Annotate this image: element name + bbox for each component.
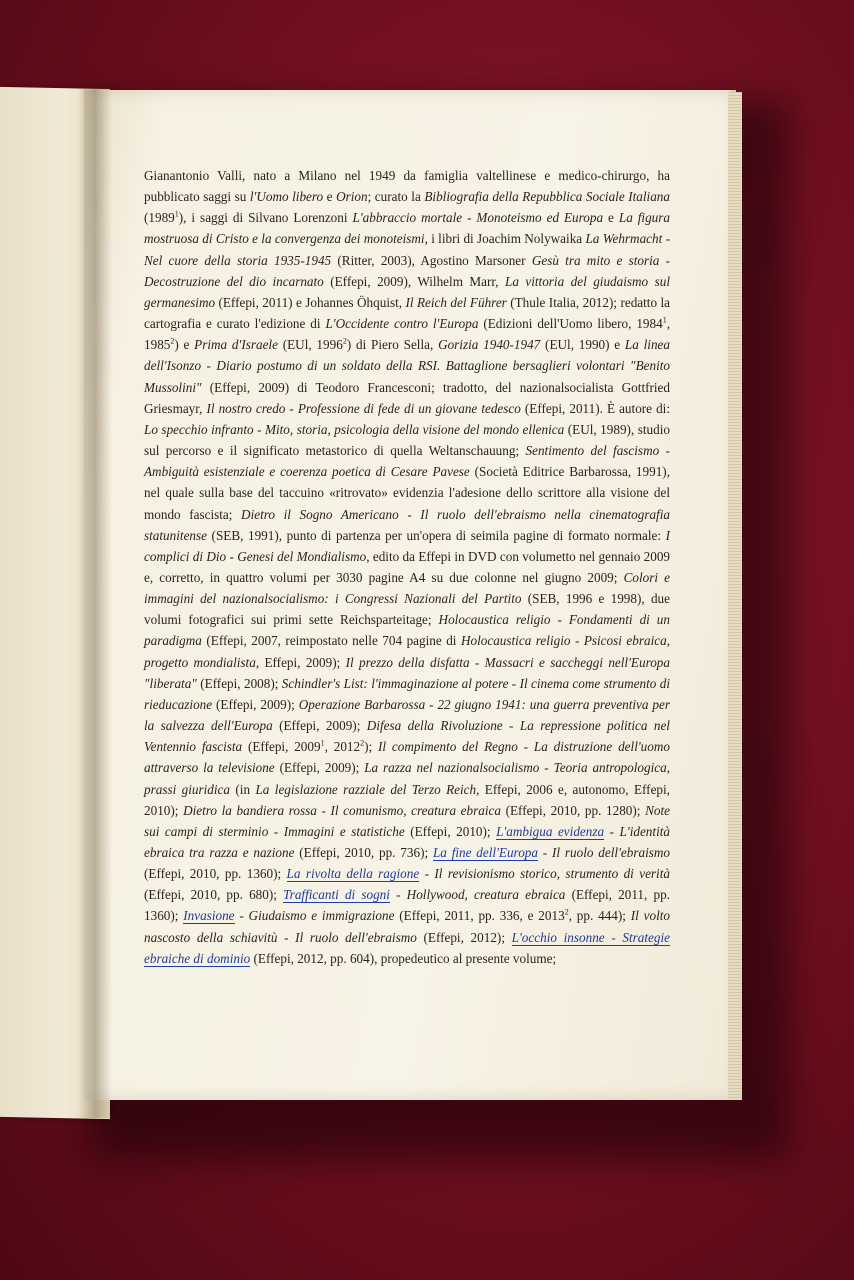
page-edge xyxy=(728,92,742,1100)
pen-underline-invasione: Invasione xyxy=(183,908,235,924)
pen-underline-rivolta: La rivolta della ragione xyxy=(286,866,420,882)
pen-underline-fine: La fine dell'Europa xyxy=(432,845,538,860)
biography-paragraph: Gianantonio Valli, nato a Milano nel 1949 da famiglia valtellinese e medico-chirurgo, ha pubblicato saggi su l'Uomo libero e Orion; curato la Bibliografia della Repubblica Sociale Italiana (1989$^1$), i saggi di Silvano Lorenzoni L'abbraccio mortale - Monoteismo ed Europa e La figura mostruosa di Cristo e la convergenza dei monoteismi, i libri di Joachim Nolywaika La Wehrmacht - Nel cuore della storia 1935-1945 (Ritter, 2003), Agostino Marsoner Gesù tra mito e storia - Decostruzione del dio incarnato (Effepi, 2009), Wilhelm Marr, La vittoria del giudaismo sul germanesimo (Effepi, 2011) e Johannes Öhquist, Il Reich del Führer (Thule Italia, 2012); redatto la cartografia e curato l'edizione di L'Occidente contro l'Europa (Edizioni dell'Uomo libero, 1984$^1$, 1985$^2$) e Prima d'Israele (EUl, 1996$^2$) di Piero Sella, Gorizia 1940-1947 (EUl, 1990) e La linea dell'Isonzo - Diario postumo di un soldato della RSI. Battaglione bersaglieri volontari "Benito Mussolini" (Effepi, 2009) di Teodoro Francesconi; tradotto, del nazionalsocialista Gottfried Griesmayr, Il nostro credo - Professione di fede di un giovane tedesco (Effepi, 2011). È autore di: Lo specchio infranto - Mito, storia, psicologia della visione del mondo ellenica (EUl, 1989), studio sul percorso e il significato metastorico di quella Weltanschauung; Sentimento del fascismo - Ambiguità esistenziale e coerenza poetica di Cesare Pavese (Società Editrice Barbarossa, 1991), nel quale sulla base del taccuino «ritrovato» evidenzia l'adesione dello scrittore alla visione del mondo fascista; Dietro il Sogno Americano - Il ruolo dell'ebraismo nella cinematografia statunitense (SEB, 1991), punto di partenza per un'opera di seimila pagine di formato normale: I complici di Dio - Genesi del Mondialismo, edito da Effepi in DVD con volumetto nel gennaio 2009 e, corretto, in quattro volumi per 3030 pagine A4 su due colonne nel giugno 2009; Colori e immagini del nazionalsocialismo: i Congressi Nazionali del Partito (SEB, 1996 e 1998), due volumi fotografici sui primi sette Reichsparteitage; Holocaustica religio - Fondamenti di un paradigma (Effepi, 2007, reimpostato nelle 704 pagine di Holocaustica religio - Psicosi ebraica, progetto mondialista, Effepi, 2009); Il prezzo della disfatta - Massacri e saccheggi nell'Europa "liberata" (Effepi, 2008); Schindler's List: l'immaginazione al potere - Il cinema come strumento di rieducazione (Effepi, 2009); Operazione Barbarossa - 22 giugno 1941: una guerra preventiva per la salvezza dell'Europa (Effepi, 2009); Difesa della Rivoluzione - La repressione politica nel Ventennio fascista (Effepi, 2009$^1$, 2012$^2$); Il compimento del Regno - La distruzione dell'uomo attraverso la televisione (Effepi, 2009); La razza nel nazionalsocialismo - Teoria antropologica, prassi giuridica (in La legislazione razziale del Terzo Reich, Effepi, 2006 e, autonomo, Effepi, 2010); Dietro la bandiera rossa - Il comunismo, creatura ebraica (Effepi, 2010, pp. 1280); Note sui campi di sterminio - Immagini e statistiche (Effepi, 2010); L'ambigua evidenza - L'identità ebraica tra razza e nazione (Effepi, 2010, pp. 736); La fine dell'Europa - Il ruolo dell'ebraismo (Effepi, 2010, pp. 1360); La rivolta della ragione - Il revisionismo storico, strumento di verità (Effepi, 2010, pp. 680); Trafficanti di sogni - Hollywood, creatura ebraica (Effepi, 2011, pp. 1360); Invasione - Giudaismo e immigrazione (Effepi, 2011, pp. 336, e 2013$^2$, pp. 444); Il volto nascosto della schiavitù - Il ruolo dell'ebraismo (Effepi, 2012); L'occhio insonne - Strategie ebraiche di dominio (Effepi, 2012, pp. 604), propedeutico al presente volume; xyxy=(144,168,671,966)
pen-underline-ambigua: L'ambigua evidenza xyxy=(496,823,605,839)
book-gutter xyxy=(78,88,112,1118)
pen-underline-trafficanti: Trafficanti di sogni xyxy=(283,887,390,903)
pen-underline-occhio: L'occhio insonne - Strategie ebraiche di dominio xyxy=(144,929,670,966)
